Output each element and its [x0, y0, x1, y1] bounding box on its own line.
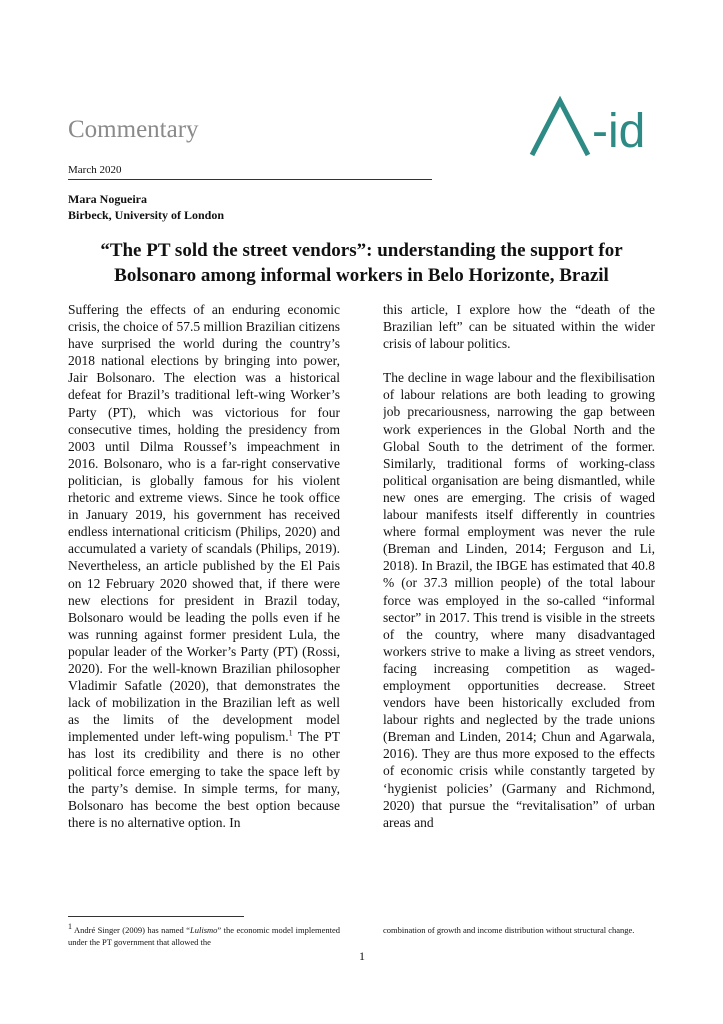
- footnote-right: combination of growth and income distribution without structural change.: [383, 925, 635, 935]
- body-column-right: [383, 301, 655, 883]
- date-divider: [68, 179, 432, 180]
- footnote-text: André Singer (2009) has named “: [72, 925, 191, 935]
- article-title: “The PT sold the street vendors”: understanding the support for Bolsonaro among informal workers in Belo Horizonte, Brazil: [100, 240, 623, 286]
- footnote-divider: [68, 916, 244, 917]
- footnote-text: ” the economic model implemented under the PT government that allowed the: [68, 925, 340, 947]
- footnote-italic-term: Lulismo: [190, 925, 218, 935]
- author-affiliation: Birbeck, University of London: [68, 208, 225, 222]
- publication-date: March 2020: [68, 164, 122, 176]
- footnote-marker[interactable]: 1: [288, 728, 293, 738]
- paragraph: The decline in wage labour and the flexibilisation of labour relations are both leading to growing job precariousness, narrowing the gap between work experiences in the Global North and the Global South to the detriment of the former. Similarly, traditional forms of working-class political organisation are being dismantled, while new ones are emerging. The crisis of waged labour manifests itself differently in countries where formal employment was never the rule (Breman and Linden, 2014; Ferguson and Li, 2018). In Brazil, the IBGE has estimated that 40.8 % (or 37.3 million people) of the total labour force was employed in the so-called “informal sector” in 2017. This trend is visible in the streets of the country, where many disadvantaged workers strive to make a living as street vendors, facing increasing competition as waged-employment opportunities decrease. Street vendors have been historically excluded from labour rights and neglected by the trade unions (Breman and Linden, 2014; Chun and Agarwala, 2016). They are thus more exposed to the effects of economic crisis while constantly targeted by ‘hygienist policies’ (Garmany and Richmond, 2020) that pursue the “revitalisation” of urban areas and: [383, 370, 655, 830]
- svg-text:-id: -id: [592, 105, 646, 158]
- footnote-number: 1: [68, 922, 72, 932]
- body-column-left: [68, 301, 340, 901]
- author-name: Mara Nogueira: [68, 192, 147, 206]
- paragraph-text: The PT has lost its credibility and there is no other political force emerging to take the space left by the party’s demise. In simple terms, for many, Bolsonaro has become the best option because there is no alternative option. In: [68, 729, 340, 830]
- page-number: 1: [359, 949, 365, 963]
- aid-logo: [528, 93, 658, 161]
- paragraph-text: Suffering the effects of an enduring economic crisis, the choice of 57.5 million Brazilian citizens have surprised the world during the country’s 2018 national elections by bringing into power, Jair Bolsonaro. The election was a historical defeat for Brazil’s traditional left-wing Worker’s Party (PT), which was victorious for four consecutive times, holding the presidency from 2003 until Dilma Roussef’s impeachment in 2016. Bolsonaro, who is a far-right conservative politician, is globally famous for his violent rhetoric and extreme views. Since he took office in January 2019, his government has received endless international criticism (Philips, 2020) and accumulated a variety of scandals (Philips, 2019). Nevertheless, an article published by the El Pais on 12 February 2020 showed that, if there were new elections for president in Brazil today, Bolsonaro would be leading the polls even if he was running against former president Lula, the popular leader of the Worker’s Party (PT) (Rossi, 2020). For the well-known Brazilian philosopher Vladimir Safatle (2020), that demonstrates the lack of mobilization in the Brazilian left as well as the limits of the development model implemented under left-wing populism.: [68, 302, 340, 745]
- section-label: Commentary: [68, 116, 199, 143]
- paragraph: this article, I explore how the “death of the Brazilian left” can be situated within the wider crisis of labour politics.: [383, 302, 655, 352]
- paragraph: [68, 301, 340, 831]
- footnote-left: [68, 922, 340, 948]
- author-block: [68, 191, 224, 223]
